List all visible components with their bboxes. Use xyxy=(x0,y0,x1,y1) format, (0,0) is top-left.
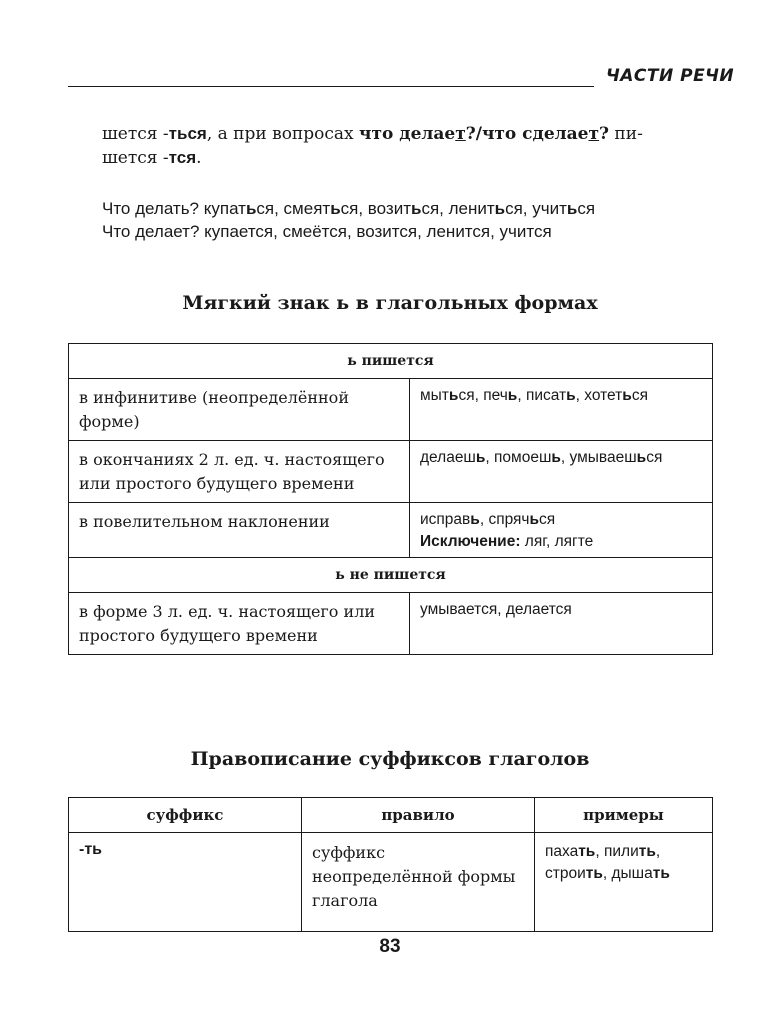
infinitive-examples: Что делать? купаться, смеяться, возиться, лениться, учиться xyxy=(102,199,596,218)
exception-label: Исключение: xyxy=(420,533,521,550)
table-row xyxy=(69,379,713,441)
intro-paragraph: шется -ться, а при вопросах что делает?/что сделает? пи- шется -тся. xyxy=(102,124,643,168)
not-written-header: ь не пишется xyxy=(69,558,713,593)
rule-cell: в окончаниях 2 л. ед. ч. настоящего или простого будущего времени xyxy=(69,441,410,503)
rule-cell: в повелительном наклонении xyxy=(69,503,410,558)
running-header: ЧАСТИ РЕЧИ xyxy=(606,66,735,86)
page-number: 83 xyxy=(379,936,401,957)
exception-text: ляг, лягте xyxy=(520,533,594,550)
example-cell: пахать, пилить, строить, дышать xyxy=(535,833,713,932)
column-header-suffix: суффикс xyxy=(69,798,302,833)
example-cell: мыться, печь, писать, хотеться xyxy=(410,379,713,441)
example-cell: исправь, спрячься Исключение: ляг, лягте xyxy=(410,503,713,558)
soft-sign-table xyxy=(68,343,713,655)
example-lines xyxy=(102,197,712,243)
example-cell: делаешь, помоешь, умываешься xyxy=(410,441,713,503)
suffix-cell: -ть xyxy=(69,833,302,932)
rule-cell: в инфинитиве (неопределённой форме) xyxy=(69,379,410,441)
section-title-suffixes: Правописание суффиксов глаголов xyxy=(190,748,590,770)
rule-cell: суффикс неопределённой формы глагола xyxy=(302,833,535,932)
example-cell: умывается, делается xyxy=(410,593,713,655)
table-row xyxy=(69,503,713,558)
present-examples: Что делает? купается, смеётся, возится, ленится, учится xyxy=(102,222,552,241)
column-header-rule: правило xyxy=(302,798,535,833)
table-row xyxy=(69,593,713,655)
written-header: ь пишется xyxy=(69,344,713,379)
column-header-examples: примеры xyxy=(535,798,713,833)
section-title-soft-sign: Мягкий знак ь в глагольных формах xyxy=(182,292,598,314)
table-row xyxy=(69,833,713,932)
header-rule xyxy=(68,86,594,87)
rule-cell: в форме 3 л. ед. ч. настоящего или простого будущего времени xyxy=(69,593,410,655)
suffix-table xyxy=(68,797,713,932)
table-row xyxy=(69,441,713,503)
